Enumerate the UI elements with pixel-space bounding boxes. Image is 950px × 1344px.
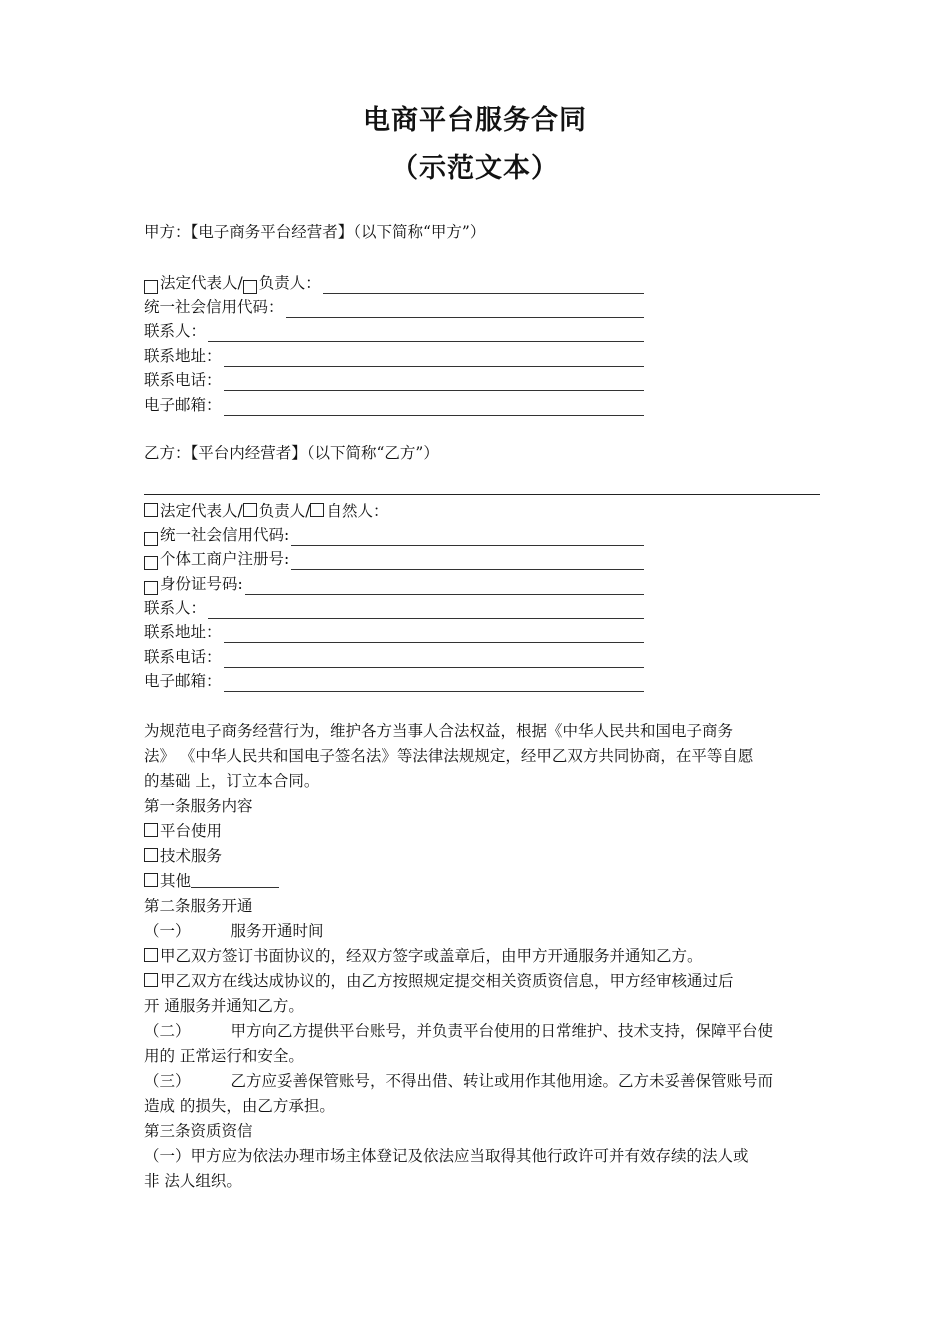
party-b-address-field[interactable]: 联系地址：	[144, 621, 644, 643]
service-option-tech[interactable]: 技术服务	[144, 844, 824, 869]
article-2-clause-2: （二） 甲方向乙方提供平台账号，并负责平台使用的日常维护、技术支持，保障平台使	[144, 1022, 774, 1040]
fill-blank[interactable]	[208, 326, 644, 342]
party-a-representative-field[interactable]: 法定代表人/ 负责人：	[144, 272, 644, 294]
service-option-platform[interactable]: 平台使用	[144, 819, 824, 844]
fill-blank[interactable]	[224, 652, 644, 668]
article-2-heading: 第二条服务开通	[144, 897, 253, 915]
checkbox-icon[interactable]	[144, 581, 158, 595]
party-b-phone-field[interactable]: 联系电话：	[144, 646, 644, 668]
body-line: 非 法人组织。	[144, 1172, 242, 1190]
fill-blank[interactable]	[224, 375, 644, 391]
checkbox-icon[interactable]	[144, 556, 158, 570]
checkbox-icon[interactable]	[243, 503, 257, 517]
party-b-credit-code-field[interactable]: 统一社会信用代码:	[144, 524, 644, 546]
party-b-representative-options[interactable]: 法定代表人/ 负责人/ 自然人：	[144, 500, 388, 522]
fill-blank[interactable]	[224, 351, 644, 367]
article-3-clause-1: （一）甲方应为依法办理市场主体登记及依法应当取得其他行政许可并有效存续的法人或	[144, 1147, 749, 1165]
party-b-contact-field[interactable]: 联系人：	[144, 597, 644, 619]
party-b-heading: 乙方：【平台内经营者】（以下简称“乙方”）	[144, 444, 439, 462]
party-a-heading: 甲方：【电子商务平台经营者】（以下简称“甲方”）	[144, 223, 486, 241]
fill-blank[interactable]	[224, 676, 644, 692]
party-a-contact-field[interactable]: 联系人：	[144, 320, 644, 342]
body-line: 用的 正常运行和安全。	[144, 1047, 304, 1065]
fill-blank[interactable]	[323, 278, 644, 294]
fill-blank[interactable]	[208, 603, 644, 619]
checkbox-icon[interactable]	[144, 823, 158, 837]
fill-blank[interactable]	[224, 627, 644, 643]
fill-blank[interactable]	[245, 579, 644, 595]
intro-line: 的基础 上，订立本合同。	[144, 772, 320, 790]
party-b-business-reg-field[interactable]: 个体工商户注册号:	[144, 548, 644, 570]
contract-title: 电商平台服务合同	[363, 105, 587, 136]
fill-blank[interactable]	[291, 554, 644, 570]
checkbox-icon[interactable]	[243, 280, 257, 294]
article-2-clause-3: （三） 乙方应妥善保管账号，不得出借、转让或用作其他用途。乙方未妥善保管账号而	[144, 1072, 774, 1090]
body-line: 开 通服务并通知乙方。	[144, 997, 304, 1015]
contract-subtitle: （示范文本）	[391, 153, 559, 184]
party-a-address-field[interactable]: 联系地址：	[144, 345, 644, 367]
body-line: 造成 的损失，由乙方承担。	[144, 1097, 335, 1115]
checkbox-icon[interactable]	[144, 873, 158, 887]
fill-blank[interactable]	[291, 530, 644, 546]
checkbox-icon[interactable]	[144, 503, 158, 517]
fill-blank[interactable]	[286, 302, 644, 318]
party-a-phone-field[interactable]: 联系电话：	[144, 369, 644, 391]
fill-blank[interactable]	[191, 873, 279, 888]
divider	[144, 494, 820, 495]
service-option-other[interactable]: 其他	[144, 869, 824, 894]
checkbox-icon[interactable]	[144, 848, 158, 862]
checkbox-icon[interactable]	[310, 503, 324, 517]
article-3-heading: 第三条资质资信	[144, 1122, 253, 1140]
party-b-id-number-field[interactable]: 身份证号码:	[144, 573, 644, 595]
article-2-clause-1: （一） 服务开通时间	[144, 922, 324, 940]
article-1-heading: 第一条服务内容	[144, 797, 253, 815]
intro-line: 法》 《中华人民共和国电子签名法》等法律法规规定，经甲乙双方共同协商，在平等自愿	[144, 747, 754, 765]
intro-line: 为规范电子商务经营行为，维护各方当事人合法权益，根据《中华人民共和国电子商务	[144, 722, 734, 740]
party-b-email-field[interactable]: 电子邮箱：	[144, 670, 644, 692]
checkbox-icon[interactable]	[144, 973, 158, 987]
party-a-email-field[interactable]: 电子邮箱：	[144, 394, 644, 416]
fill-blank[interactable]	[224, 400, 644, 416]
checkbox-icon[interactable]	[144, 280, 158, 294]
checkbox-icon[interactable]	[144, 532, 158, 546]
party-a-credit-code-field[interactable]: 统一社会信用代码：	[144, 296, 644, 318]
contract-body	[144, 719, 824, 1194]
activation-option-written[interactable]: 甲乙双方签订书面协议的，经双方签字或盖章后，由甲方开通服务并通知乙方。	[144, 944, 824, 969]
activation-option-online[interactable]: 甲乙双方在线达成协议的，由乙方按照规定提交相关资质资信息，甲方经审核通过后	[144, 969, 824, 994]
checkbox-icon[interactable]	[144, 948, 158, 962]
